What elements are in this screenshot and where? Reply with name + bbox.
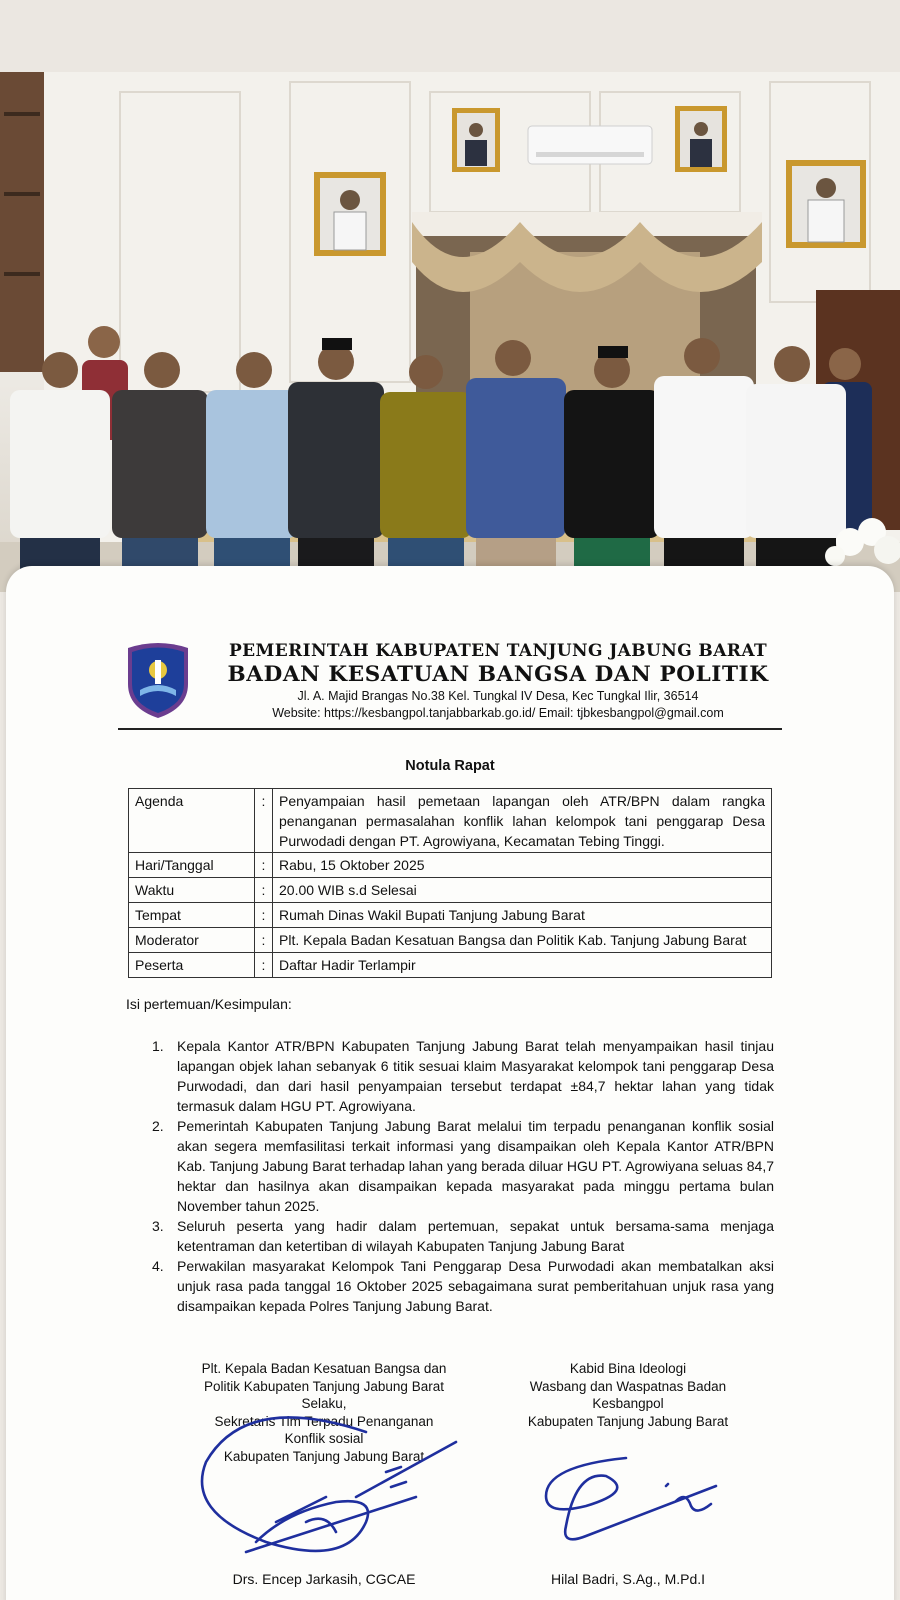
list-item-text: Pemerintah Kabupaten Tanjung Jabung Barat melalui tim terpadu penanganan konflik sosial akan segera memfasilitasi terkait informasi yang disampaikan oleh Kepala Kantor ATR/BPN Kab. Tanjung Jabung Barat terhadap lahan yang berada diluar HGU PT. Agrowiyana seluas 84,7 hektar dan hasilnya akan disampaikan kepada masyarakat pada minggu pertama bulan November tahun 2025. <box>177 1118 774 1214</box>
regency-shield-logo-icon <box>122 640 194 720</box>
info-value: Rabu, 15 Oktober 2025 <box>273 853 772 878</box>
info-colon: : <box>255 903 273 928</box>
signatory-right-title <box>498 1360 758 1430</box>
list-item-text: Seluruh peserta yang hadir dalam pertemuan, sepakat untuk bersama-sama menjaga ketentraman dan ketertiban di wilayah Kabupaten Tanjung Jabung Barat <box>177 1218 774 1254</box>
table-row <box>129 878 772 903</box>
list-item <box>152 1036 774 1116</box>
signatory-line: Kabupaten Tanjung Jabung Barat <box>527 1413 729 1429</box>
signatory-line: Sekretaris Tim Terpadu Penanganan <box>214 1413 434 1429</box>
signatory-line: Konflik sosial <box>284 1431 364 1446</box>
list-item-number: 4. <box>152 1258 164 1274</box>
info-value: 20.00 WIB s.d Selesai <box>273 878 772 903</box>
info-key: Peserta <box>129 953 255 978</box>
document-page <box>6 566 894 1600</box>
letterhead-divider <box>118 728 782 730</box>
info-value: Rumah Dinas Wakil Bupati Tanjung Jabung Barat <box>273 903 772 928</box>
info-key: Hari/Tanggal <box>129 853 255 878</box>
agency-address: Jl. A. Majid Brangas No.38 Kel. Tungkal IV Desa, Kec Tungkal Ilir, 36514 <box>297 689 699 703</box>
table-row <box>129 903 772 928</box>
table-row <box>129 853 772 878</box>
agency-name: BADAN KESATUAN BANGSA DAN POLITIK <box>227 662 769 687</box>
group-photo-drawing <box>0 72 900 592</box>
list-item <box>152 1116 774 1216</box>
letterhead-text <box>218 640 778 722</box>
list-item-text: Perwakilan masyarakat Kelompok Tani Penggarap Desa Purwodadi akan membatalkan aksi unjuk rasa pada tanggal 16 Oktober 2025 sebagaimana surat pemberitahuan unjuk rasa yang disampaikan kepada Polres Tanjung Jabung Barat. <box>177 1258 774 1314</box>
info-colon: : <box>255 878 273 903</box>
signatory-right-name: Hilal Badri, S.Ag., M.Pd.I <box>550 1571 706 1587</box>
table-row <box>129 928 772 953</box>
signatory-line: Wasbang dan Waspatnas Badan <box>529 1378 727 1394</box>
list-item-text: Kepala Kantor ATR/BPN Kabupaten Tanjung Jabung Barat telah menyampaikan hasil tinjau lapangan objek lahan sebanyak 6 titik sesuai klaim Masyarakat kelompok tani penggarap Desa Purwodadi, dan dari hasil penyampaian tersebut terdapat ±84,7 hektar lahan yang tidak termasuk dalam HGU PT. Agrowiyana. <box>177 1038 774 1114</box>
top-strip <box>0 0 900 72</box>
signatory-line: Politik Kabupaten Tanjung Jabung Barat <box>204 1378 444 1394</box>
info-key: Moderator <box>129 928 255 953</box>
info-key: Tempat <box>129 903 255 928</box>
info-key: Agenda <box>129 789 255 853</box>
signature-scribble-icon <box>186 1402 476 1572</box>
signatory-line: Kabid Bina Ideologi <box>569 1361 687 1376</box>
info-colon: : <box>255 789 273 853</box>
signatory-line: Selaku, <box>301 1396 347 1411</box>
info-key: Waktu <box>129 878 255 903</box>
signature-scribble-icon <box>526 1446 736 1556</box>
group-photo <box>0 72 900 592</box>
list-item-number: 3. <box>152 1218 164 1234</box>
signatory-line: Kabupaten Tanjung Jabung Barat <box>223 1448 425 1464</box>
document-title: Notula Rapat <box>405 758 495 774</box>
table-row <box>129 789 772 853</box>
government-name: PEMERINTAH KABUPATEN TANJUNG JABUNG BARAT <box>228 641 768 661</box>
list-item <box>152 1216 774 1256</box>
meeting-info-table <box>128 788 772 978</box>
list-item-number: 1. <box>152 1038 164 1054</box>
signatory-line: Kesbangpol <box>592 1396 664 1411</box>
letterhead <box>122 640 782 730</box>
info-colon: : <box>255 953 273 978</box>
conclusion-heading: Isi pertemuan/Kesimpulan: <box>126 996 292 1012</box>
table-row <box>129 953 772 978</box>
list-item <box>152 1256 774 1316</box>
signatory-left-name: Drs. Encep Jarkasih, CGCAE <box>232 1571 416 1587</box>
info-colon: : <box>255 928 273 953</box>
list-item-number: 2. <box>152 1118 164 1134</box>
conclusion-list <box>152 1036 774 1316</box>
agency-website-email: Website: https://kesbangpol.tanjabbarkab.go.id/ Email: tjbkesbangpol@gmail.com <box>272 706 724 720</box>
signatory-line: Plt. Kepala Badan Kesatuan Bangsa dan <box>201 1361 447 1376</box>
info-value: Daftar Hadir Terlampir <box>273 953 772 978</box>
info-value: Plt. Kepala Badan Kesatuan Bangsa dan Politik Kab. Tanjung Jabung Barat <box>273 928 772 953</box>
info-value: Penyampaian hasil pemetaan lapangan oleh ATR/BPN dalam rangka penanganan permasalahan konflik lahan kelompok tani penggarap Desa Purwodadi dengan PT. Agrowiyana, Kecamatan Tebing Tinggi. <box>273 789 772 853</box>
info-colon: : <box>255 853 273 878</box>
